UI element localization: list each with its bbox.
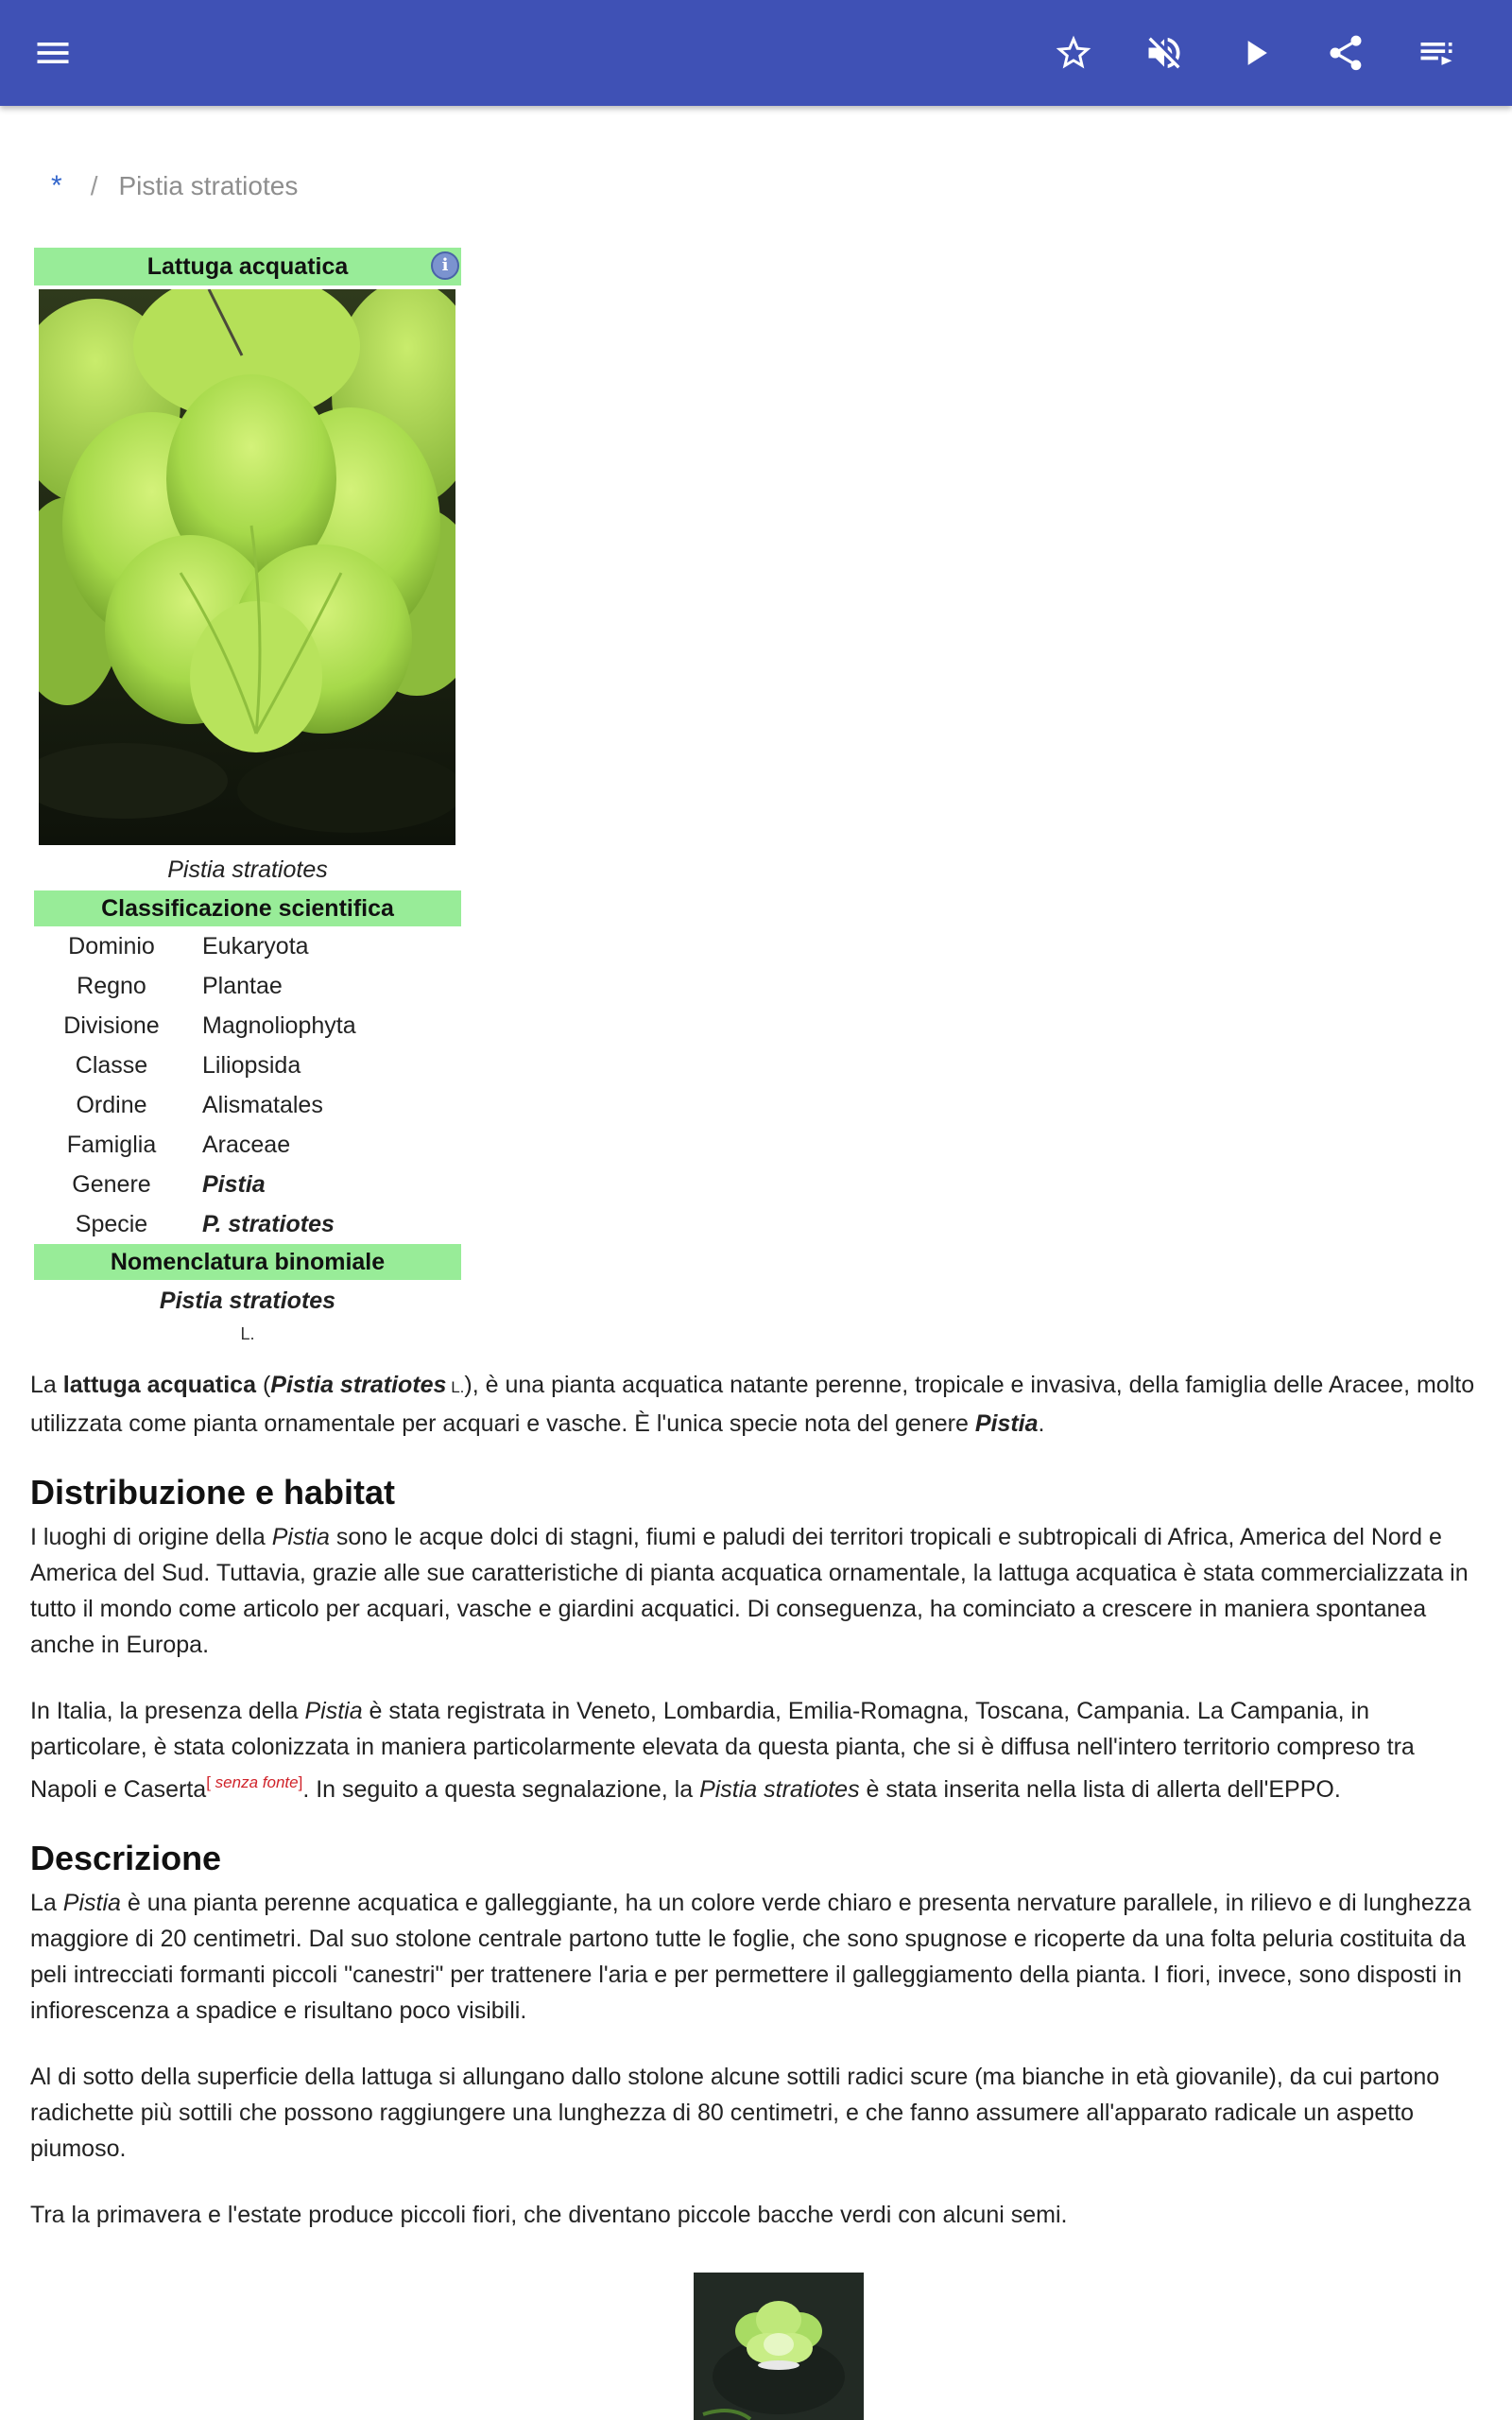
taxon-rank: Specie — [75, 1211, 148, 1237]
taxon-value: P. stratiotes — [202, 1211, 335, 1237]
taxon-rank: Divisione — [63, 1012, 160, 1039]
article-body — [30, 1367, 1486, 2263]
taxon-rank: Genere — [72, 1171, 151, 1198]
binomial-name: Pistia stratiotes — [159, 1288, 336, 1314]
taxobox-title — [34, 248, 461, 285]
menu-icon[interactable] — [25, 25, 81, 81]
taxon-value[interactable]: Eukaryota — [202, 933, 309, 959]
taxon-rank: Regno — [77, 973, 146, 999]
small-plant-image — [694, 2273, 864, 2420]
taxon-value[interactable]: Plantae — [202, 973, 283, 999]
info-icon[interactable]: i — [431, 251, 459, 280]
app-bar — [0, 0, 1512, 106]
taxon-rank: Ordine — [76, 1092, 147, 1118]
playlist-icon[interactable] — [1408, 25, 1465, 81]
taxon-row — [34, 1165, 461, 1204]
taxon-row — [34, 926, 461, 966]
breadcrumb-current: Pistia stratiotes — [118, 171, 299, 200]
taxon-row — [34, 966, 461, 1006]
taxon-row — [34, 1125, 461, 1165]
binomial-author: L. — [240, 1324, 255, 1343]
taxon-row — [34, 1046, 461, 1085]
taxon-value[interactable]: Liliopsida — [202, 1052, 301, 1079]
intro-paragraph: La lattuga acquatica (Pistia stratiotes L.), è una pianta acquatica natante perenne, tropicale e invasiva, della famiglia delle Aracee, molto utilizzata come pianta ornamentale per acquari e vasche. È l'unica specie nota del genere Pistia. — [30, 1372, 1475, 1437]
section-heading-description: Descrizione — [30, 1839, 222, 1877]
paragraph: Tra la primavera e l'estate produce piccoli fiori, che diventano piccole bacche verdi con alcuni semi. — [30, 2202, 1068, 2228]
share-icon[interactable] — [1317, 25, 1374, 81]
taxon-row — [34, 1204, 461, 1244]
paragraph: Al di sotto della superficie della lattuga si allungano dallo stolone alcune sottili radici scure (ma bianche in età giovanile), da cui partono radichette più sottili che possono raggiungere una lunghezza di 80 centimetri, e che fanno assumere all'apparato radicale un aspetto piumoso. — [30, 2064, 1440, 2162]
taxon-row — [34, 1006, 461, 1046]
breadcrumb — [51, 170, 298, 202]
taxon-rank: Dominio — [68, 933, 155, 959]
taxon-value[interactable]: Alismatales — [202, 1092, 323, 1118]
taxon-value: Pistia — [202, 1171, 266, 1198]
plant-photo[interactable] — [39, 289, 455, 845]
play-icon[interactable] — [1227, 25, 1283, 81]
photo-caption: Pistia stratiotes — [167, 856, 328, 883]
section-heading-distribution: Distribuzione e habitat — [30, 1473, 396, 1512]
breadcrumb-separator: / — [90, 171, 98, 200]
citation-needed-link[interactable]: [ senza fonte] — [206, 1773, 303, 1791]
paragraph: La Pistia è una pianta perenne acquatica e galleggiante, ha un colore verde chiaro e presenta nervature parallele, in rilievo e di lunghezza maggiore di 20 centimetri. Dal suo stolone centrale partono tutte le foglie, che sono spugnose e ricoperte da una folta peluria costituita da peli intrecciati formanti piccoli "canestri" per trattenere l'aria e per permettere il galleggiamento della pianta. I fiori, invece, sono disposti in infiorescenza a spadice e risultano poco visibili. — [30, 1890, 1471, 2024]
taxon-rank: Famiglia — [66, 1132, 157, 1158]
volume-off-icon[interactable] — [1136, 25, 1193, 81]
paragraph: In Italia, la presenza della Pistia è stata registrata in Veneto, Lombardia, Emilia-Romagna, Toscana, Campania. La Campania, in particolare, è stata colonizzata in maniera particolarmente elevata da questa pianta, che si è diffusa nell'intero territorio compreso tra Napoli e Caserta[ senza fonte]. In seguito a questa segnalazione, la Pistia stratiotes è stata inserita nella lista di allerta dell'EPPO. — [30, 1698, 1415, 1803]
taxon-value[interactable]: Araceae — [202, 1132, 291, 1158]
water-lettuce-image — [39, 289, 455, 845]
binomial-header: Nomenclatura binomiale — [34, 1244, 461, 1280]
plant-thumbnail-image[interactable] — [694, 2273, 864, 2420]
paragraph: I luoghi di origine della Pistia sono le acque dolci di stagni, fiumi e paludi dei territori tropicali e subtropicali di Africa, America del Nord e America del Sud. Tuttavia, grazie alle sue caratteristiche di pianta acquatica ornamentale, la lattuga acquatica è stata commercializzata in tutto il mondo come articolo per acquari, vasche e giardini acquatici. Di conseguenza, ha cominciato a crescere in maniera spontanea anche in Europa. — [30, 1524, 1469, 1658]
taxon-rank: Classe — [75, 1052, 148, 1079]
star-outline-icon[interactable] — [1045, 25, 1102, 81]
taxon-value[interactable]: Magnoliophyta — [202, 1012, 356, 1039]
classification-header: Classificazione scientifica — [34, 890, 461, 926]
taxobox — [34, 248, 461, 1348]
taxon-row — [34, 1085, 461, 1125]
taxobox-title-text: Lattuga acquatica — [146, 253, 349, 280]
breadcrumb-home-link[interactable]: * — [51, 170, 62, 201]
